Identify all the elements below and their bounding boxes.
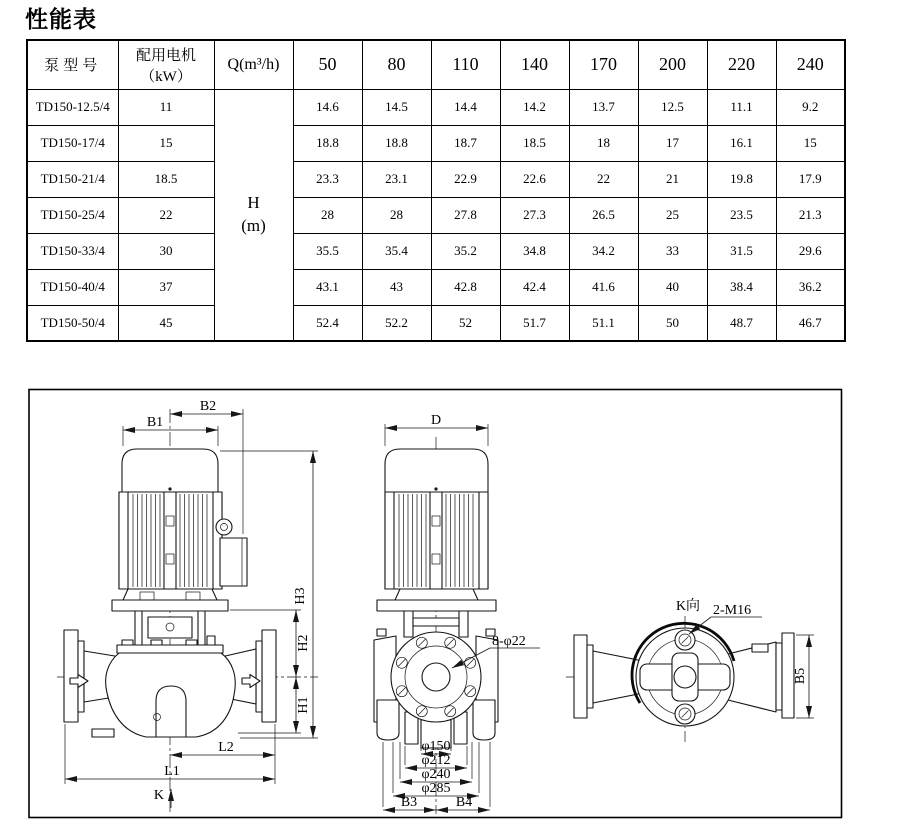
dim-label-dia285: φ285 [421, 781, 451, 796]
page-title: 性能表 [25, 6, 97, 32]
table-row [27, 305, 845, 341]
k-direction-view-drawing [566, 598, 814, 742]
table-header-row [27, 40, 845, 89]
cell-kw: 45 [118, 305, 214, 341]
table-row [27, 269, 845, 305]
cell-value: 14.6 [293, 89, 362, 125]
dim-label-b2: B2 [199, 399, 217, 414]
cell-value: 50 [638, 305, 707, 341]
cell-value: 28 [293, 197, 362, 233]
dim-label-h1: H1 [296, 696, 311, 714]
header-motor-power [118, 40, 214, 89]
cell-value: 41.6 [569, 269, 638, 305]
dim-label-b3: B3 [400, 795, 418, 810]
cell-value: 18.8 [293, 125, 362, 161]
table-row [27, 233, 845, 269]
header-pump-model: 泵型号 [27, 40, 118, 89]
cell-kw: 30 [118, 233, 214, 269]
cell-value: 14.2 [500, 89, 569, 125]
cell-value: 35.2 [431, 233, 500, 269]
cell-kw: 18.5 [118, 161, 214, 197]
header-flow-140: 140 [500, 40, 569, 89]
cell-value: 35.4 [362, 233, 431, 269]
cell-value: 43 [362, 269, 431, 305]
cell-value: 18.7 [431, 125, 500, 161]
dim-label-m16: 2-M16 [713, 603, 752, 618]
cell-value: 17.9 [776, 161, 845, 197]
side-view-drawing [57, 399, 318, 812]
cell-value: 38.4 [707, 269, 776, 305]
table-row [27, 197, 845, 233]
cell-value: 36.2 [776, 269, 845, 305]
cell-value: 35.5 [293, 233, 362, 269]
cell-model: TD150-40/4 [27, 269, 118, 305]
cell-model: TD150-25/4 [27, 197, 118, 233]
cell-value: 14.5 [362, 89, 431, 125]
cell-value: 13.7 [569, 89, 638, 125]
cell-value: 26.5 [569, 197, 638, 233]
cell-value: 18 [569, 125, 638, 161]
cell-kw: 22 [118, 197, 214, 233]
dim-label-b4: B4 [455, 795, 473, 810]
cell-value: 52 [431, 305, 500, 341]
dimension-drawing [28, 388, 843, 819]
cell-value: 15 [776, 125, 845, 161]
header-motor-line1: 配用电机 [135, 47, 196, 64]
cell-value: 21.3 [776, 197, 845, 233]
cell-value: 23.5 [707, 197, 776, 233]
header-flow-110: 110 [431, 40, 500, 89]
cell-value: 52.2 [362, 305, 431, 341]
cell-model: TD150-50/4 [27, 305, 118, 341]
front-view-drawing [374, 413, 540, 814]
cell-kw: 11 [118, 89, 214, 125]
cell-value: 27.8 [431, 197, 500, 233]
performance-table [26, 39, 846, 342]
cell-value: 34.8 [500, 233, 569, 269]
cell-value: 18.8 [362, 125, 431, 161]
cell-value: 31.5 [707, 233, 776, 269]
dim-label-d: D [430, 413, 442, 428]
table-row [27, 89, 845, 125]
cell-value: 18.5 [500, 125, 569, 161]
dim-label-l1: L1 [164, 764, 180, 779]
cell-value: 23.1 [362, 161, 431, 197]
cell-model: TD150-21/4 [27, 161, 118, 197]
header-flow-170: 170 [569, 40, 638, 89]
cell-value: 19.8 [707, 161, 776, 197]
cell-value: 11.1 [707, 89, 776, 125]
head-unit: (m) [241, 215, 266, 235]
header-motor-line2: （kW） [140, 68, 192, 85]
cell-value: 42.4 [500, 269, 569, 305]
cell-value: 12.5 [638, 89, 707, 125]
cell-value: 46.7 [776, 305, 845, 341]
dim-label-b5: B5 [793, 667, 808, 685]
cell-value: 22.9 [431, 161, 500, 197]
dim-label-dia150: φ150 [421, 739, 451, 754]
dim-label-dia212: φ212 [421, 753, 451, 768]
cell-value: 29.6 [776, 233, 845, 269]
cell-value: 28 [362, 197, 431, 233]
dim-label-b1: B1 [146, 415, 164, 430]
head-symbol: H [247, 192, 260, 212]
cell-value: 14.4 [431, 89, 500, 125]
cell-value: 22.6 [500, 161, 569, 197]
cell-kw: 37 [118, 269, 214, 305]
cell-head-unit [214, 89, 293, 341]
cell-value: 40 [638, 269, 707, 305]
dim-label-dia240: φ240 [421, 767, 451, 782]
dim-label-h2: H2 [296, 634, 311, 652]
header-flow-80: 80 [362, 40, 431, 89]
cell-value: 27.3 [500, 197, 569, 233]
k-direction-label: K [153, 788, 164, 803]
cell-value: 23.3 [293, 161, 362, 197]
cell-value: 34.2 [569, 233, 638, 269]
header-flow-q: Q(m³/h) [214, 40, 293, 89]
header-flow-220: 220 [707, 40, 776, 89]
dim-label-bolt-holes: 8-φ22 [492, 634, 526, 649]
header-flow-50: 50 [293, 40, 362, 89]
cell-value: 21 [638, 161, 707, 197]
table-row [27, 125, 845, 161]
cell-value: 17 [638, 125, 707, 161]
cell-value: 33 [638, 233, 707, 269]
header-flow-240: 240 [776, 40, 845, 89]
cell-value: 51.7 [500, 305, 569, 341]
dim-label-h3: H3 [293, 587, 308, 605]
cell-value: 51.1 [569, 305, 638, 341]
cell-model: TD150-33/4 [27, 233, 118, 269]
k-view-title: K向 [675, 599, 701, 614]
cell-value: 42.8 [431, 269, 500, 305]
cell-model: TD150-17/4 [27, 125, 118, 161]
cell-model: TD150-12.5/4 [27, 89, 118, 125]
cell-value: 25 [638, 197, 707, 233]
header-flow-200: 200 [638, 40, 707, 89]
cell-value: 16.1 [707, 125, 776, 161]
dim-label-l2: L2 [218, 740, 234, 755]
cell-value: 22 [569, 161, 638, 197]
cell-value: 43.1 [293, 269, 362, 305]
cell-value: 9.2 [776, 89, 845, 125]
table-row [27, 161, 845, 197]
cell-value: 52.4 [293, 305, 362, 341]
cell-value: 48.7 [707, 305, 776, 341]
cell-kw: 15 [118, 125, 214, 161]
